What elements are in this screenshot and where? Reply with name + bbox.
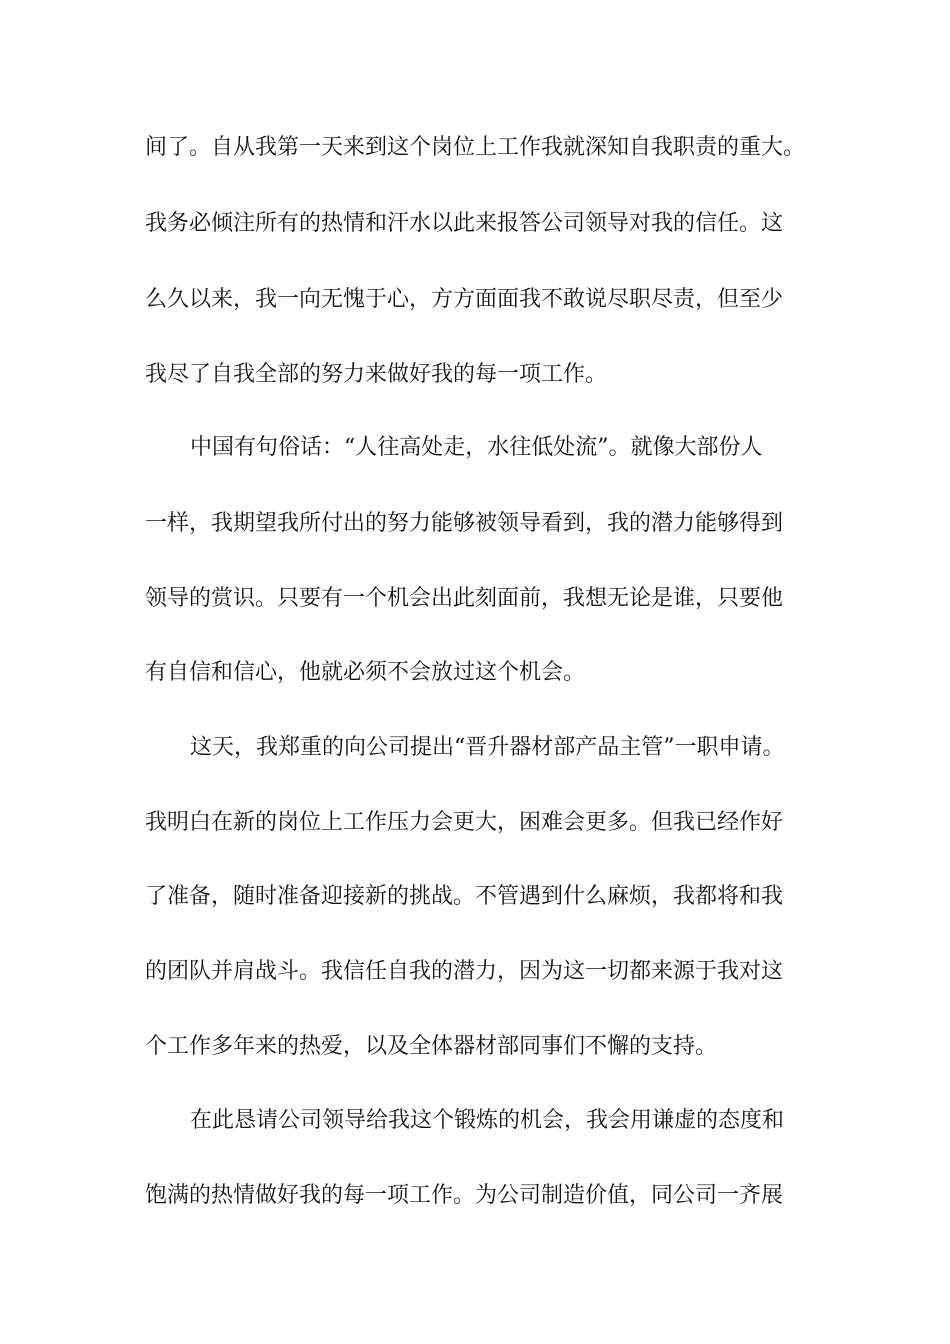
text-line-11: 了准备，随时准备迎接新的挑战。不管遇到什么麻烦，我都将和我 [145, 884, 784, 909]
text-line-9: 这天，我郑重的向公司提出“晋升器材部产品主管”一职申请。 [190, 735, 785, 760]
text-line-2: 我务必倾注所有的热情和汗水以此来报答公司领导对我的信任。这 [145, 211, 784, 236]
text-line-13: 个工作多年来的热爱，以及全体器材部同事们不懈的支持。 [145, 1034, 718, 1059]
text-line-4: 我尽了自我全部的努力来做好我的每一项工作。 [145, 362, 608, 387]
text-line-12: 的团队并肩战斗。我信任自我的潜力，因为这一切都来源于我对这 [145, 959, 784, 984]
text-line-3: 么久以来，我一向无愧于心，方方面面我不敢说尽职尽责，但至少 [145, 287, 784, 312]
text-line-5: 中国有句俗话：“人往高处走，水往低处流”。就像大部份人 [190, 435, 763, 460]
text-line-7: 领导的赏识。只要有一个机会出此刻面前，我想无论是谁，只要他 [145, 586, 784, 611]
text-line-8: 有自信和信心，他就必须不会放过这个机会。 [145, 660, 586, 685]
text-line-15: 饱满的热情做好我的每一项工作。为公司制造价值，同公司一齐展 [145, 1183, 784, 1208]
text-line-14: 在此恳请公司领导给我这个锻炼的机会，我会用谦虚的态度和 [190, 1108, 785, 1133]
text-line-6: 一样，我期望我所付出的努力能够被领导看到，我的潜力能够得到 [145, 511, 784, 536]
text-line-10: 我明白在新的岗位上工作压力会更大，困难会更多。但我已经作好 [145, 810, 784, 835]
text-line-1: 间了。自从我第一天来到这个岗位上工作我就深知自我职责的重大。 [145, 135, 806, 160]
